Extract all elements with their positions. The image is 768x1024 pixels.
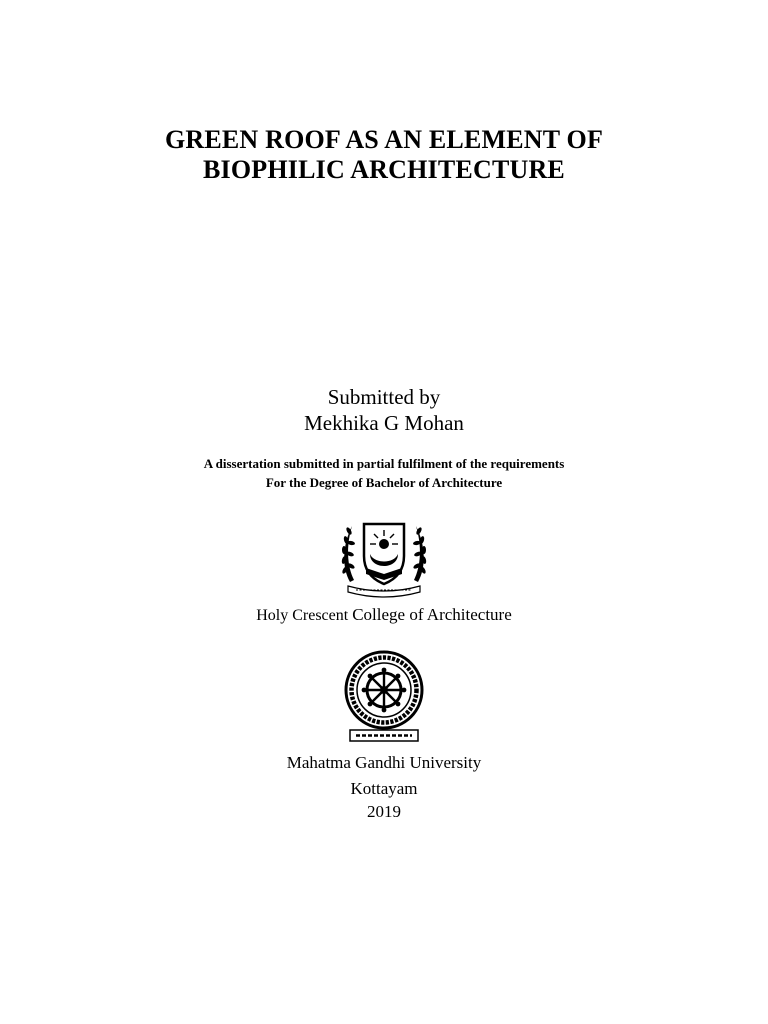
submitted-by-label: Submitted by — [327, 385, 441, 409]
university-city: Kottayam — [350, 779, 418, 798]
university-seal — [336, 648, 432, 744]
college-name-suffix: College of Architecture — [352, 605, 512, 624]
university-name: Mahatma Gandhi University — [286, 753, 482, 772]
college-name-prefix: Holy Crescent — [256, 607, 349, 624]
title-line-2: BIOPHILIC ARCHITECTURE — [203, 155, 565, 184]
college-name — [0, 604, 768, 627]
college-logo — [336, 510, 432, 598]
submission-year: 2019 — [367, 802, 401, 821]
title-line-1: GREEN ROOF AS AN ELEMENT OF — [164, 125, 604, 154]
dissertation-note-line-1: A dissertation submitted in partial fulfilment of the requirements — [203, 456, 565, 471]
dissertation-note-line-2: For the Degree of Bachelor of Architecture — [265, 475, 503, 490]
author-name: Mekhika G Mohan — [304, 411, 464, 435]
